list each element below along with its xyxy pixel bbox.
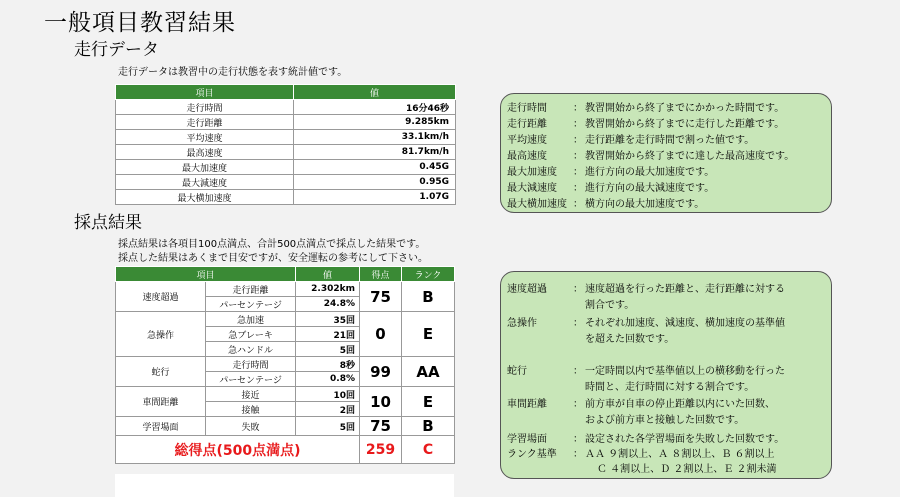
group-name-learning: 学習場面 [116,417,206,436]
note-colon: ： [573,399,583,410]
sub-label: 走行時間 [206,357,296,372]
note-colon: ： [573,449,583,460]
note-term: 最高速度 [507,151,547,162]
group-score: 0 [360,312,402,357]
table-row [116,357,455,372]
note-text: 進行方向の最大減速度です。 [585,183,715,194]
row-value: 1.07G [294,190,456,205]
score-description-line2: 採点した結果はあくまで目安ですが、安全運転の参考にして下さい。 [118,253,428,264]
note-row [507,99,784,114]
note-term: 急操作 [507,318,537,329]
note-term: ランク基準 [507,449,557,460]
drive-data-table [115,84,456,205]
group-name-speeding: 速度超過 [116,282,206,312]
drive-data-heading: 走行データ [74,40,159,60]
sub-value: 2回 [296,402,360,417]
note-row [507,395,775,410]
page-title: 一般項目教習結果 [44,10,236,36]
table-row [116,100,456,115]
row-value: 81.7km/h [294,145,456,160]
column-header-value: 値 [296,267,360,282]
sub-label: 急ハンドル [206,342,296,357]
table-row [116,175,456,190]
total-label: 総得点(500点満点) [116,436,360,464]
column-header-item: 項目 [116,267,296,282]
table-row [116,417,455,436]
note-text: 教習開始から終了までに走行した距離です。 [585,119,785,130]
row-value: 33.1km/h [294,130,456,145]
row-label: 走行時間 [116,100,294,115]
sub-value: 21回 [296,327,360,342]
sub-label: 走行距離 [206,282,296,297]
row-label: 最大横加速度 [116,190,294,205]
sub-value: 5回 [296,417,360,436]
score-table [115,266,455,464]
note-row [507,430,784,445]
table-row [116,130,456,145]
group-rank: B [402,417,455,436]
note-text-cont: を超えた回数です。 [585,334,675,345]
drive-data-description: 走行データは教習中の走行状態を表す統計値です。 [118,67,348,78]
note-colon: ： [573,183,583,194]
group-name-distance: 車間距離 [116,387,206,417]
sub-value: 0.8% [296,372,360,387]
score-description-line1: 採点結果は各項目100点満点、合計500点満点で採点した結果です。 [118,239,426,250]
note-colon: ： [573,318,583,329]
note-row [507,362,785,377]
sub-value: 2.302km [296,282,360,297]
drive-data-notes [500,93,832,213]
sub-value: 10回 [296,387,360,402]
sub-label: 接触 [206,402,296,417]
table-row [116,190,456,205]
table-row [116,145,456,160]
note-text: ＡＡ ９割以上、Ａ ８割以上、Ｂ ６割以上 [585,449,775,460]
sub-value: 8秒 [296,357,360,372]
table-footer-area [115,474,454,497]
total-score: 259 [360,436,402,464]
note-text: それぞれ加速度、減速度、横加速度の基準値 [585,318,785,329]
group-name-sudden: 急操作 [116,312,206,357]
note-text: 走行距離を走行時間で割った値です。 [585,135,755,146]
note-row [507,280,785,295]
note-text-cont: Ｃ ４割以上、Ｄ ２割以上、Ｅ ２割未満 [597,464,777,475]
table-row [116,312,455,327]
score-notes [500,271,832,479]
note-colon: ： [573,103,583,114]
row-value: 16分46秒 [294,100,456,115]
note-text-cont: 割合です。 [585,300,635,311]
note-row [507,163,714,178]
note-text: 一定時間以内で基準値以上の横移動を行った [585,366,785,377]
table-header-row [116,267,455,282]
note-row [507,195,704,210]
row-label: 最高速度 [116,145,294,160]
note-text: 教習開始から終了までに達した最高速度です。 [585,151,795,162]
row-label: 最大減速度 [116,175,294,190]
note-text-cont: および前方車と接触した回数です。 [585,415,745,426]
note-term: 走行時間 [507,103,547,114]
row-label: 走行距離 [116,115,294,130]
sub-label: パーセンテージ [206,372,296,387]
note-colon: ： [573,135,583,146]
note-colon: ： [573,151,583,162]
note-colon: ： [573,284,583,295]
sub-label: 失敗 [206,417,296,436]
note-term: 最大減速度 [507,183,557,194]
note-row [507,115,784,130]
group-name-weaving: 蛇行 [116,357,206,387]
group-score: 75 [360,417,402,436]
sub-label: 急加速 [206,312,296,327]
note-text: 設定された各学習場面を失敗した回数です。 [585,434,785,445]
group-rank: AA [402,357,455,387]
note-term: 最大横加速度 [507,199,567,210]
note-term: 学習場面 [507,434,547,445]
note-colon: ： [573,199,583,210]
row-label: 平均速度 [116,130,294,145]
note-colon: ： [573,434,583,445]
sub-label: 急ブレーキ [206,327,296,342]
table-row [116,387,455,402]
row-value: 9.285km [294,115,456,130]
row-value: 0.95G [294,175,456,190]
table-row [116,160,456,175]
group-score: 10 [360,387,402,417]
sub-value: 5回 [296,342,360,357]
row-value: 0.45G [294,160,456,175]
note-text: 横方向の最大加速度です。 [585,199,705,210]
group-rank: E [402,387,455,417]
note-term: 蛇行 [507,366,527,377]
note-text: 教習開始から終了までにかかった時間です。 [585,103,785,114]
note-term: 最大加速度 [507,167,557,178]
group-score: 99 [360,357,402,387]
group-score: 75 [360,282,402,312]
table-row [116,282,455,297]
note-term: 車間距離 [507,399,547,410]
note-text: 前方車が自車の停止距離以内にいた回数、 [585,399,775,410]
column-header-item: 項目 [116,85,294,100]
note-colon: ： [573,167,583,178]
note-term: 走行距離 [507,119,547,130]
sub-label: 接近 [206,387,296,402]
table-row [116,115,456,130]
column-header-score: 得点 [360,267,402,282]
group-rank: E [402,312,455,357]
note-row [507,147,794,162]
table-header-row [116,85,456,100]
total-row [116,436,455,464]
sub-value: 35回 [296,312,360,327]
note-colon: ： [573,366,583,377]
note-text: 進行方向の最大加速度です。 [585,167,715,178]
note-row [507,445,775,460]
column-header-value: 値 [294,85,456,100]
note-row [507,314,785,329]
row-label: 最大加速度 [116,160,294,175]
column-header-rank: ランク [402,267,455,282]
note-colon: ： [573,119,583,130]
sub-value: 24.8% [296,297,360,312]
note-text-cont: 時間と、走行時間に対する割合です。 [585,382,755,393]
group-rank: B [402,282,455,312]
note-text: 速度超過を行った距離と、走行距離に対する [585,284,785,295]
total-rank: C [402,436,455,464]
note-row [507,179,714,194]
note-term: 平均速度 [507,135,547,146]
note-term: 速度超過 [507,284,547,295]
score-heading: 採点結果 [74,213,142,233]
note-row [507,131,754,146]
sub-label: パーセンテージ [206,297,296,312]
